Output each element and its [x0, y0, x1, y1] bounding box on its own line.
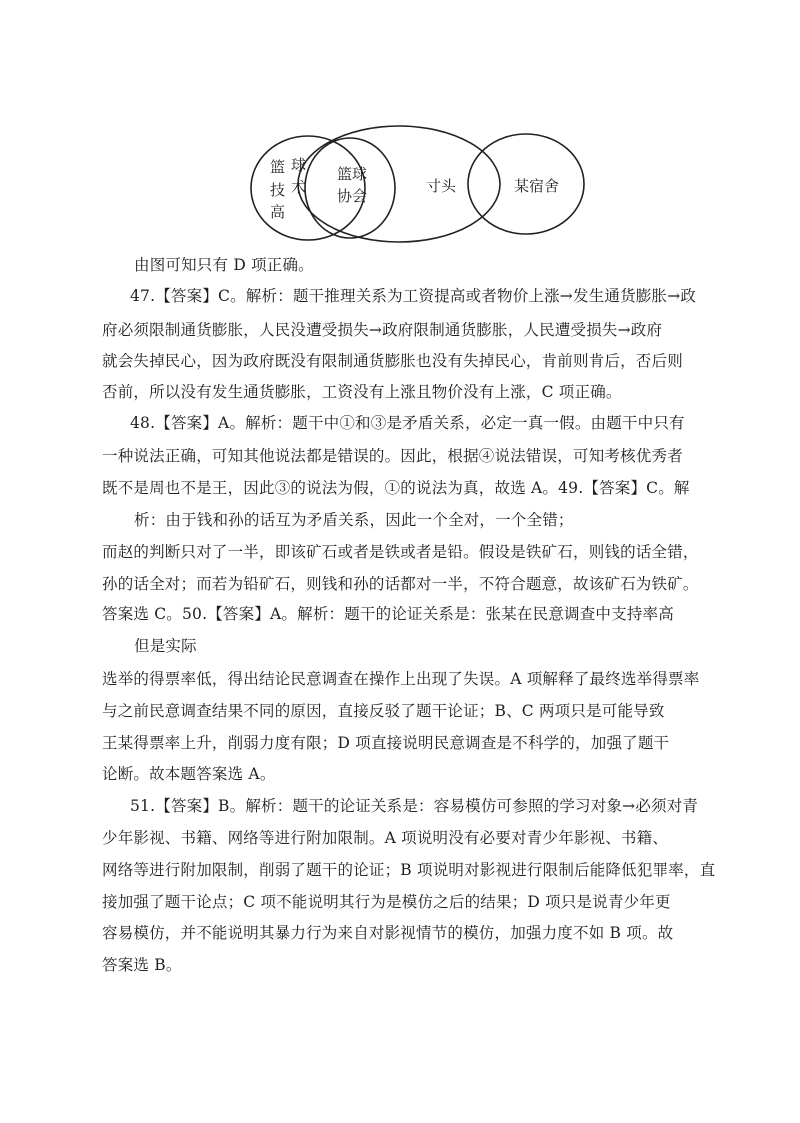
label-basketball-skill-1: 篮 [270, 158, 286, 176]
text-line: 47.【答案】C。解析：题干推理关系为工资提高或者物价上涨→发生通货膨胀→政 [130, 287, 697, 305]
text-line: 选举的得票率低，得出结论民意调查在操作上出现了失误。A 项解释了最终选举得票率 [102, 670, 700, 688]
text-line: 与之前民意调查结果不同的原因，直接反驳了题干论证；B、C 两项只是可能导致 [102, 702, 665, 720]
text-line: 而赵的判断只对了一半，即该矿石或者是铁或者是铅。假设是铁矿石，则钱的话全错， [102, 543, 699, 561]
label-basketball-skill-3: 技 [270, 181, 286, 199]
text-line: 析：由于钱和孙的话互为矛盾关系，因此一个全对，一个全错； [134, 511, 574, 529]
text-line: 府必须限制通货膨胀，人民没遭受损失→政府限制通货膨胀，人民遭受损失→政府 [102, 321, 663, 339]
text-line: 由图可知只有 D 项正确。 [134, 256, 314, 274]
text-line: 但是实际 [134, 637, 197, 655]
text-line: 答案选 C。50.【答案】A。解析：题干的论证关系是：张某在民意调查中支持率高 [102, 605, 674, 623]
text-line: 少年影视、书籍、网络等进行附加限制。A 项说明没有必要对青少年影视、书籍、 [102, 829, 669, 847]
label-basketball-skill-5: 高 [270, 203, 286, 221]
text-line: 既不是周也不是王，因此③的说法为假，①的说法为真，故选 A。49.【答案】C。解 [102, 479, 690, 497]
label-crewcut: 寸头 [426, 177, 457, 195]
label-basketball-association-1: 篮球 [337, 165, 368, 183]
text-line: 论断。故本题答案选 A。 [102, 765, 276, 783]
text-line: 王某得票率上升，削弱力度有限；D 项直接说明民意调查是不科学的，加强了题干 [102, 734, 670, 752]
venn-diagram [248, 124, 588, 246]
crewcut-ellipse [298, 126, 500, 242]
text-line: 否前，所以没有发生通货膨胀，工资没有上涨且物价没有上涨，C 项正确。 [102, 383, 622, 401]
text-line: 51.【答案】B。解析：题干的论证关系是：容易模仿可参照的学习对象→必须对青 [130, 797, 699, 815]
label-dorm: 某宿舍 [514, 177, 560, 195]
text-line: 孙的话全对；而若为铅矿石，则钱和孙的话都对一半，不符合题意，故该矿石为铁矿。 [102, 575, 699, 593]
text-line: 网络等进行附加限制，削弱了题干的论证；B 项说明对影视进行限制后能降低犯罪率，直 [102, 861, 716, 879]
text-line: 容易模仿，并不能说明其暴力行为来自对影视情节的模仿，加强力度不如 B 项。故 [102, 924, 674, 942]
label-basketball-association-2: 协会 [337, 187, 368, 205]
text-line: 一种说法正确，可知其他说法都是错误的。因此，根据④说法错误，可知考核优秀者 [102, 447, 683, 465]
text-line: 就会失掉民心，因为政府既没有限制通货膨胀也没有失掉民心，肯前则肯后，否后则 [102, 352, 683, 370]
text-line: 答案选 B。 [102, 956, 182, 974]
label-basketball-skill-4: 术 [291, 178, 307, 196]
text-line: 接加强了题干论点；C 项不能说明其行为是模仿之后的结果；D 项只是说青少年更 [102, 893, 671, 911]
label-basketball-skill-2: 球 [291, 156, 307, 174]
text-line: 48.【答案】A。解析：题干中①和③是矛盾关系，必定一真一假。由题干中只有 [130, 414, 685, 432]
